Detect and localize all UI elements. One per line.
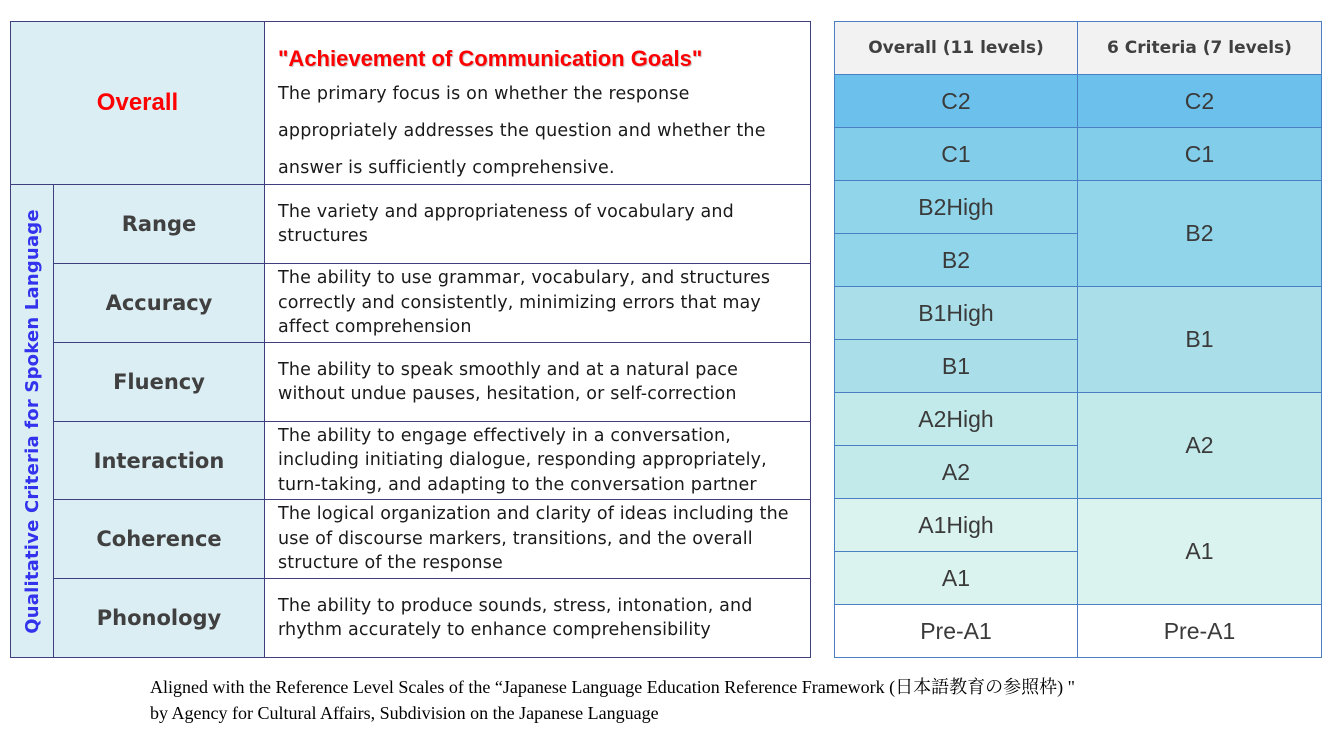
- criterion-name-phonology: [53, 578, 265, 658]
- criterion-description: The variety and appropriateness of vocabulary and structures: [278, 201, 734, 246]
- level-label: C2: [941, 87, 971, 114]
- criterion-name: Coherence: [96, 527, 222, 551]
- level-label: A1High: [918, 511, 994, 538]
- criterion-name-coherence: [53, 499, 265, 579]
- group-label-cell: [10, 184, 54, 658]
- criterion-name-accuracy: [53, 263, 265, 343]
- overall-level-b2high: [834, 180, 1078, 234]
- criteria-level-b2: [1077, 180, 1322, 287]
- level-label: A2: [941, 458, 971, 485]
- level-label: A2: [1185, 432, 1214, 458]
- group-label: Qualitative Criteria for Spoken Language: [21, 208, 43, 634]
- criteria-level-c2: [1077, 74, 1322, 128]
- criterion-description: The ability to engage effectively in a conversation, including initiating dialogue, responding appropriately, turn-taking, and adapting to the conversation partner: [278, 425, 767, 495]
- header-criteria-levels: [1077, 21, 1322, 75]
- criterion-name: Interaction: [93, 448, 225, 473]
- overall-level-a1: [834, 551, 1078, 605]
- criterion-description: The ability to produce sounds, stress, intonation, and rhythm accurately to enhance comprehensibility: [278, 595, 753, 640]
- level-label: A1: [941, 564, 971, 591]
- header-label: 6 Criteria (7 levels): [1107, 38, 1292, 58]
- source-note: [150, 674, 1075, 726]
- level-label: C1: [1184, 140, 1215, 167]
- level-label: C1: [941, 140, 971, 167]
- overall-level-b1: [834, 339, 1078, 393]
- level-label: B2: [1185, 220, 1214, 246]
- source-note-line-2: by Agency for Cultural Affairs, Subdivision on the Japanese Language: [150, 703, 659, 723]
- level-label: B2: [941, 246, 971, 273]
- overall-label-cell: [10, 21, 265, 185]
- criterion-name: Fluency: [113, 370, 205, 394]
- level-label: Pre-A1: [1163, 617, 1236, 644]
- overall-level-pre-a1: [834, 604, 1078, 658]
- overall-level-a2: [834, 445, 1078, 499]
- level-label: B2High: [918, 193, 994, 220]
- criterion-name-range: [53, 184, 265, 264]
- criterion-name-interaction: [53, 421, 265, 500]
- criteria-level-a1: [1077, 498, 1322, 605]
- criterion-name: Phonology: [96, 606, 222, 630]
- criterion-description: The logical organization and clarity of ideas including the use of discourse markers, transitions, and the overall structure of the response: [278, 504, 789, 574]
- criterion-desc-interaction: [264, 421, 811, 500]
- criteria-level-c1: [1077, 127, 1322, 181]
- level-label: A2High: [918, 405, 994, 432]
- overall-level-c2: [834, 74, 1078, 128]
- level-label: A1: [1185, 538, 1214, 564]
- level-label: B1: [1185, 326, 1214, 352]
- overall-description: The primary focus is on whether the response appropriately addresses the question and whether the answer is sufficiently comprehensive.: [278, 84, 766, 178]
- criterion-desc-accuracy: [264, 263, 811, 343]
- level-label: C2: [1184, 87, 1215, 114]
- overall-level-c1: [834, 127, 1078, 181]
- overall-level-b2: [834, 233, 1078, 287]
- criterion-desc-range: [264, 184, 811, 264]
- level-label: B1High: [918, 299, 994, 326]
- level-label: Pre-A1: [920, 617, 992, 644]
- overall-level-b1high: [834, 286, 1078, 340]
- criterion-description: The ability to speak smoothly and at a natural pace without undue pauses, hesitation, or self-correction: [278, 359, 739, 404]
- criterion-name: Range: [121, 212, 197, 236]
- overall-level-a1high: [834, 498, 1078, 552]
- header-overall-levels: [834, 21, 1078, 75]
- criterion-name: Accuracy: [105, 291, 213, 315]
- header-label: Overall (11 levels): [868, 38, 1044, 58]
- criterion-desc-fluency: [264, 342, 811, 422]
- criterion-name-fluency: [53, 342, 265, 422]
- overall-title: "Achievement of Communication Goals": [278, 46, 703, 71]
- criteria-level-a2: [1077, 392, 1322, 499]
- level-label: B1: [941, 352, 971, 379]
- criterion-desc-phonology: [264, 578, 811, 658]
- criterion-desc-coherence: [264, 499, 811, 579]
- criterion-description: The ability to use grammar, vocabulary, and structures correctly and consistently, minimizing errors that may affect comprehension: [278, 268, 771, 338]
- overall-label: Overall: [96, 89, 179, 116]
- overall-level-a2high: [834, 392, 1078, 446]
- overall-description-cell: [264, 21, 811, 185]
- criteria-level-b1: [1077, 286, 1322, 393]
- criteria-level-pre-a1: [1077, 604, 1322, 658]
- source-note-line-1: Aligned with the Reference Level Scales of the “Japanese Language Education Reference Framework (日本語教育の参照枠) ": [150, 677, 1076, 697]
